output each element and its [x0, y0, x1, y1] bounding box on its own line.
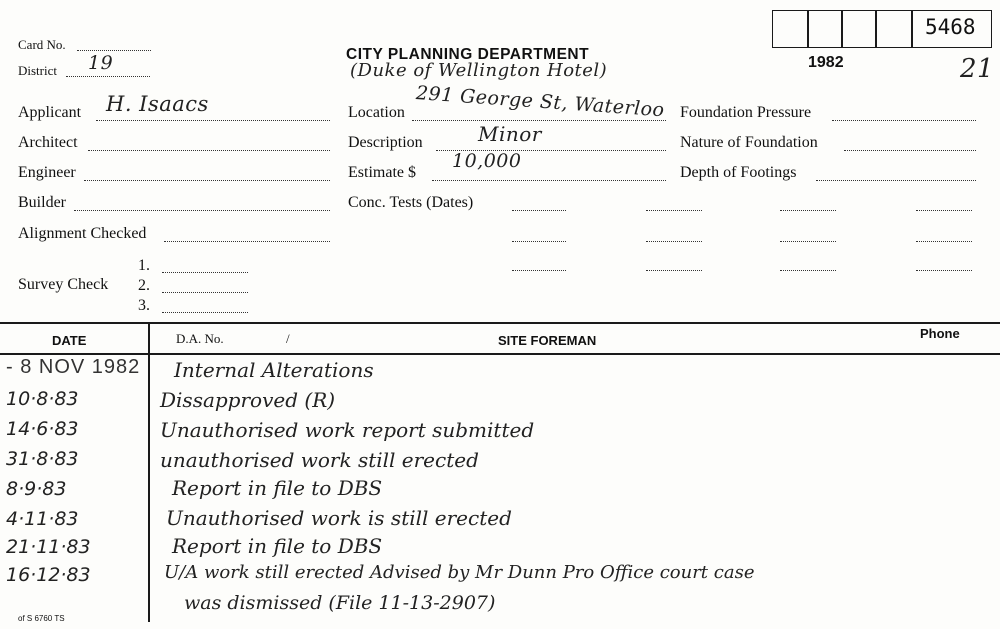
- survey-line-2: [162, 292, 248, 293]
- card-number: 5468: [925, 15, 976, 39]
- applicant-value: H. Isaacs: [106, 92, 209, 116]
- conc-line: [780, 270, 836, 271]
- depth-footings-line: [816, 180, 976, 181]
- conc-line: [916, 241, 972, 242]
- row-1-date: - 8 NOV 1982: [6, 356, 141, 378]
- foundation-pressure-label: Foundation Pressure: [680, 104, 812, 121]
- conc-line: [780, 241, 836, 242]
- phone-header: Phone: [920, 326, 960, 341]
- table-header-rule: [0, 353, 1000, 355]
- estimate-value: 10,000: [452, 150, 522, 172]
- survey-num-1: 1.: [138, 257, 150, 274]
- row-4-entry: unauthorised work still erected: [160, 448, 479, 472]
- conc-tests-label: Conc. Tests (Dates): [348, 194, 474, 211]
- survey-check-label: Survey Check: [18, 276, 109, 293]
- architect-label: Architect: [18, 134, 78, 151]
- district-label: District: [18, 63, 57, 78]
- builder-line: [74, 210, 330, 211]
- form-code: of S 6760 TS: [18, 614, 65, 623]
- location-value: 291 George St, Waterloo: [415, 82, 666, 122]
- department-title: CITY PLANNING DEPARTMENT: [346, 46, 590, 63]
- survey-num-2: 2.: [138, 277, 150, 294]
- estimate-label: Estimate $: [348, 164, 416, 181]
- site-foreman-header: SITE FOREMAN: [498, 333, 597, 348]
- da-header: D.A. No.: [176, 331, 224, 346]
- description-label: Description: [348, 134, 423, 151]
- conc-line: [646, 210, 702, 211]
- row-2-date: 10·8·83: [6, 388, 79, 410]
- card-no-dotted-line: [77, 50, 151, 51]
- conc-line: [916, 210, 972, 211]
- engineer-line: [84, 180, 330, 181]
- row-5-entry: Report in file to DBS: [172, 476, 383, 500]
- hotel-name: (Duke of Wellington Hotel): [350, 60, 608, 81]
- row-7-date: 21·11·83: [6, 536, 91, 558]
- row-4-date: 31·8·83: [6, 448, 79, 470]
- depth-footings-label: Depth of Footings: [680, 164, 797, 181]
- description-value: Minor: [478, 122, 542, 146]
- date-column-divider: [148, 322, 150, 622]
- page-mark: 21: [960, 54, 995, 84]
- row-6-entry: Unauthorised work is still erected: [166, 506, 512, 530]
- alignment-label: Alignment Checked: [18, 225, 147, 242]
- estimate-line: [432, 180, 666, 181]
- alignment-line: [164, 241, 330, 242]
- table-top-rule: [0, 322, 1000, 324]
- district-value: 19: [88, 52, 114, 74]
- row-8-entry: U/A work still erected Advised by Mr Dunn Pro Office court case: [164, 562, 755, 583]
- row-2-entry: Dissapproved (R): [160, 388, 336, 412]
- row-1-entry: Internal Alterations: [174, 358, 374, 382]
- survey-line-3: [162, 312, 248, 313]
- conc-line: [780, 210, 836, 211]
- survey-num-3: 3.: [138, 297, 150, 314]
- survey-line-1: [162, 272, 248, 273]
- conc-line: [512, 270, 566, 271]
- date-header: DATE: [52, 333, 87, 348]
- conc-line: [646, 241, 702, 242]
- row-6-date: 4·11·83: [6, 508, 79, 530]
- row-7-entry: Report in file to DBS: [172, 534, 383, 558]
- row-5-date: 8·9·83: [6, 478, 67, 500]
- conc-line: [512, 210, 566, 211]
- district-dotted-line: [66, 76, 150, 77]
- nature-foundation-line: [844, 150, 976, 151]
- card-no-label: Card No.: [18, 37, 66, 52]
- da-mark: /: [286, 331, 290, 346]
- location-label: Location: [348, 104, 405, 121]
- builder-label: Builder: [18, 194, 66, 211]
- conc-line: [916, 270, 972, 271]
- row-9-entry: was dismissed (File 11-13-2907): [184, 592, 496, 614]
- card-number-box: [772, 10, 992, 48]
- row-3-entry: Unauthorised work report submitted: [160, 418, 535, 442]
- nature-foundation-label: Nature of Foundation: [680, 134, 818, 151]
- applicant-label: Applicant: [18, 104, 82, 121]
- foundation-pressure-line: [832, 120, 976, 121]
- row-8-date: 16·12·83: [6, 564, 91, 586]
- engineer-label: Engineer: [18, 164, 76, 181]
- year: 1982: [808, 54, 844, 71]
- applicant-line: [96, 120, 330, 121]
- location-line: [412, 120, 666, 121]
- conc-line: [512, 241, 566, 242]
- architect-line: [88, 150, 330, 151]
- row-3-date: 14·6·83: [6, 418, 79, 440]
- conc-line: [646, 270, 702, 271]
